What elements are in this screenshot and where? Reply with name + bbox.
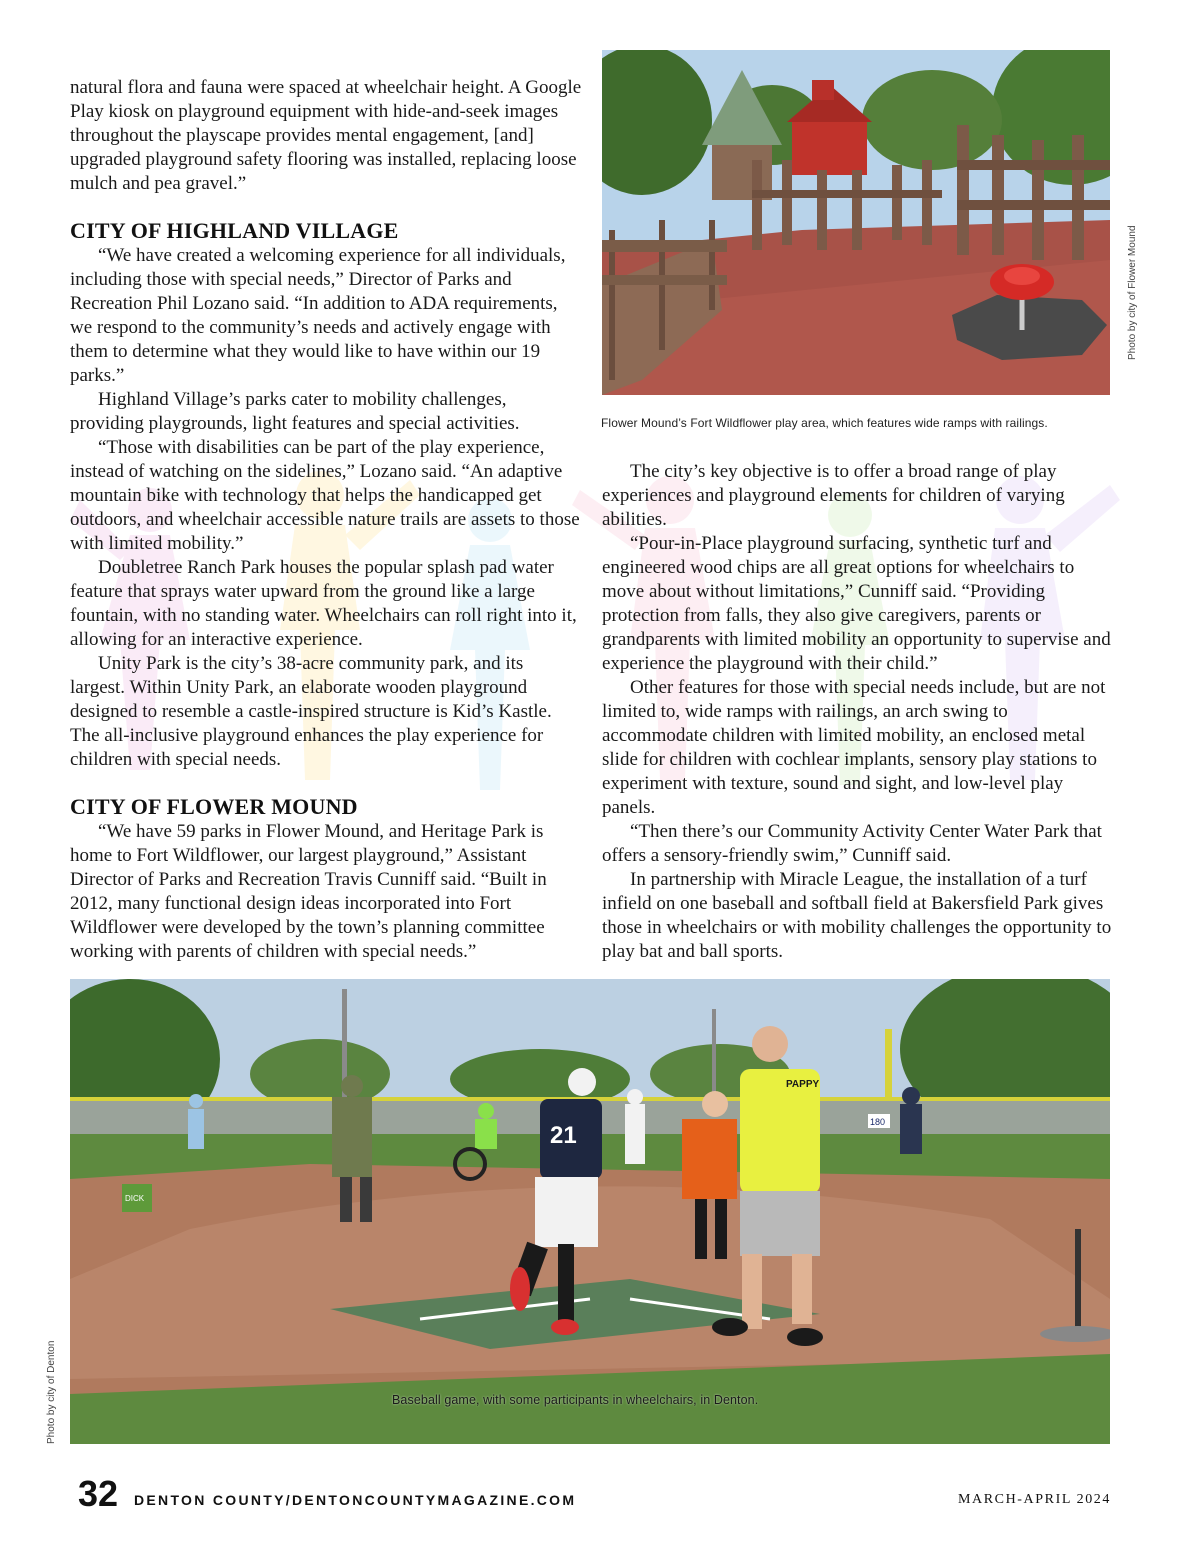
body-paragraph: “Pour-in-Place playground surfacing, synthetic turf and engineered wood chips are all great options for wheelchairs to move about without limitations,” Cunniff said. “Providing protection from falls, they also give caregivers, parents or grandparents with limited mobility an opportunity to supervise and experience the playground with their child.”: [602, 533, 1111, 674]
page-number: 32: [78, 1473, 119, 1514]
body-paragraph: Doubletree Ranch Park houses the popular splash pad water feature that sprays water upward from the ground like a large fountain, with no standing water. Wheelchairs can roll right into it, allowing for an interactive experience.: [70, 557, 577, 650]
highland-village-heading: CITY OF HIGHLAND VILLAGE: [70, 218, 399, 243]
field-sign-label: 180: [870, 1117, 886, 1127]
coach-shirt-label: PAPPY: [786, 1079, 820, 1090]
left-column: [70, 76, 582, 964]
body-paragraph: In partnership with Miracle League, the installation of a turf infield on one baseball and softball field at Bakersfield Park gives those in wheelchairs or with mobility challenges the opportunity to play bat and ball sports.: [602, 869, 1112, 962]
playground-photo-caption: Flower Mound’s Fort Wildflower play area, which features wide ramps with railings.: [601, 416, 1048, 430]
body-paragraph: Highland Village’s parks cater to mobility challenges, providing playgrounds, light features and special activities.: [70, 389, 520, 434]
issue-date: MARCH-APRIL 2024: [957, 1492, 1111, 1507]
playground-illustration: [602, 50, 1110, 395]
flower-mound-heading: CITY OF FLOWER MOUND: [70, 794, 358, 819]
playground-photo-credit: Photo by city of Flower Mound: [1127, 225, 1138, 360]
body-paragraph: Unity Park is the city’s 38-acre community park, and its largest. Within Unity Park, an elaborate wooden playground designed to resemble a castle-inspired structure is Kid’s Kastle. The all-inclusive playground enhances the play experience for children with special needs.: [70, 653, 552, 770]
jersey-number: 21: [550, 1122, 577, 1149]
publication-name: DENTON COUNTY/DENTONCOUNTYMAGAZINE.COM: [134, 1492, 577, 1508]
body-paragraph: “We have 59 parks in Flower Mound, and Heritage Park is home to Fort Wildflower, our largest playground,” Assistant Director of Parks and Recreation Travis Cunniff said. “Built in 2012, many functional design ideas incorporated into Fort Wildflower were developed by the town’s planning committee working with parents of children with special needs.”: [70, 821, 547, 962]
body-paragraph: “We have created a welcoming experience for all individuals, including those with special needs,” Director of Parks and Recreation Phil Lozano said. “In addition to ADA requirements, we respond to the community’s needs and actively engage with them to determine what they would like to have within our 19 parks.”: [70, 245, 566, 386]
baseball-photo-caption: Baseball game, with some participants in wheelchairs, in Denton.: [392, 1393, 759, 1407]
body-paragraph: “Then there’s our Community Activity Center Water Park that offers a sensory-friendly swim,” Cunniff said.: [602, 821, 1102, 866]
body-paragraph: The city’s key objective is to offer a broad range of play experiences and playground elements for children of varying abilities.: [602, 461, 1065, 530]
baseball-illustration: [70, 979, 1110, 1444]
body-paragraph: “Those with disabilities can be part of the play experience, instead of watching on the sidelines,” Lozano said. “An adaptive mountain bike with technology that helps the handicapped get outdoors, and wheelchair accessible nature trails are assets to those with limited mobility.”: [70, 437, 580, 554]
baseball-photo: [70, 979, 1110, 1444]
baseball-photo-credit: Photo by city of Denton: [46, 1340, 57, 1444]
bucket-label: DICK: [125, 1194, 145, 1203]
body-paragraph: Other features for those with special needs include, but are not limited to, wide ramps with railings, an arch swing to accommodate children with limited mobility, an enclosed metal slide for children with cochlear implants, sensory play stations to experiment with texture, sound and sight, and low-level play panels.: [602, 677, 1106, 818]
right-column: [602, 460, 1112, 964]
intro-paragraph: natural flora and fauna were spaced at wheelchair height. A Google Play kiosk on playground equipment with hide-and-seek images throughout the playscape provides mental engagement, [and] upgraded playground safety flooring was installed, replacing loose mulch and pea gravel.”: [70, 77, 582, 194]
playground-photo: [602, 50, 1110, 395]
